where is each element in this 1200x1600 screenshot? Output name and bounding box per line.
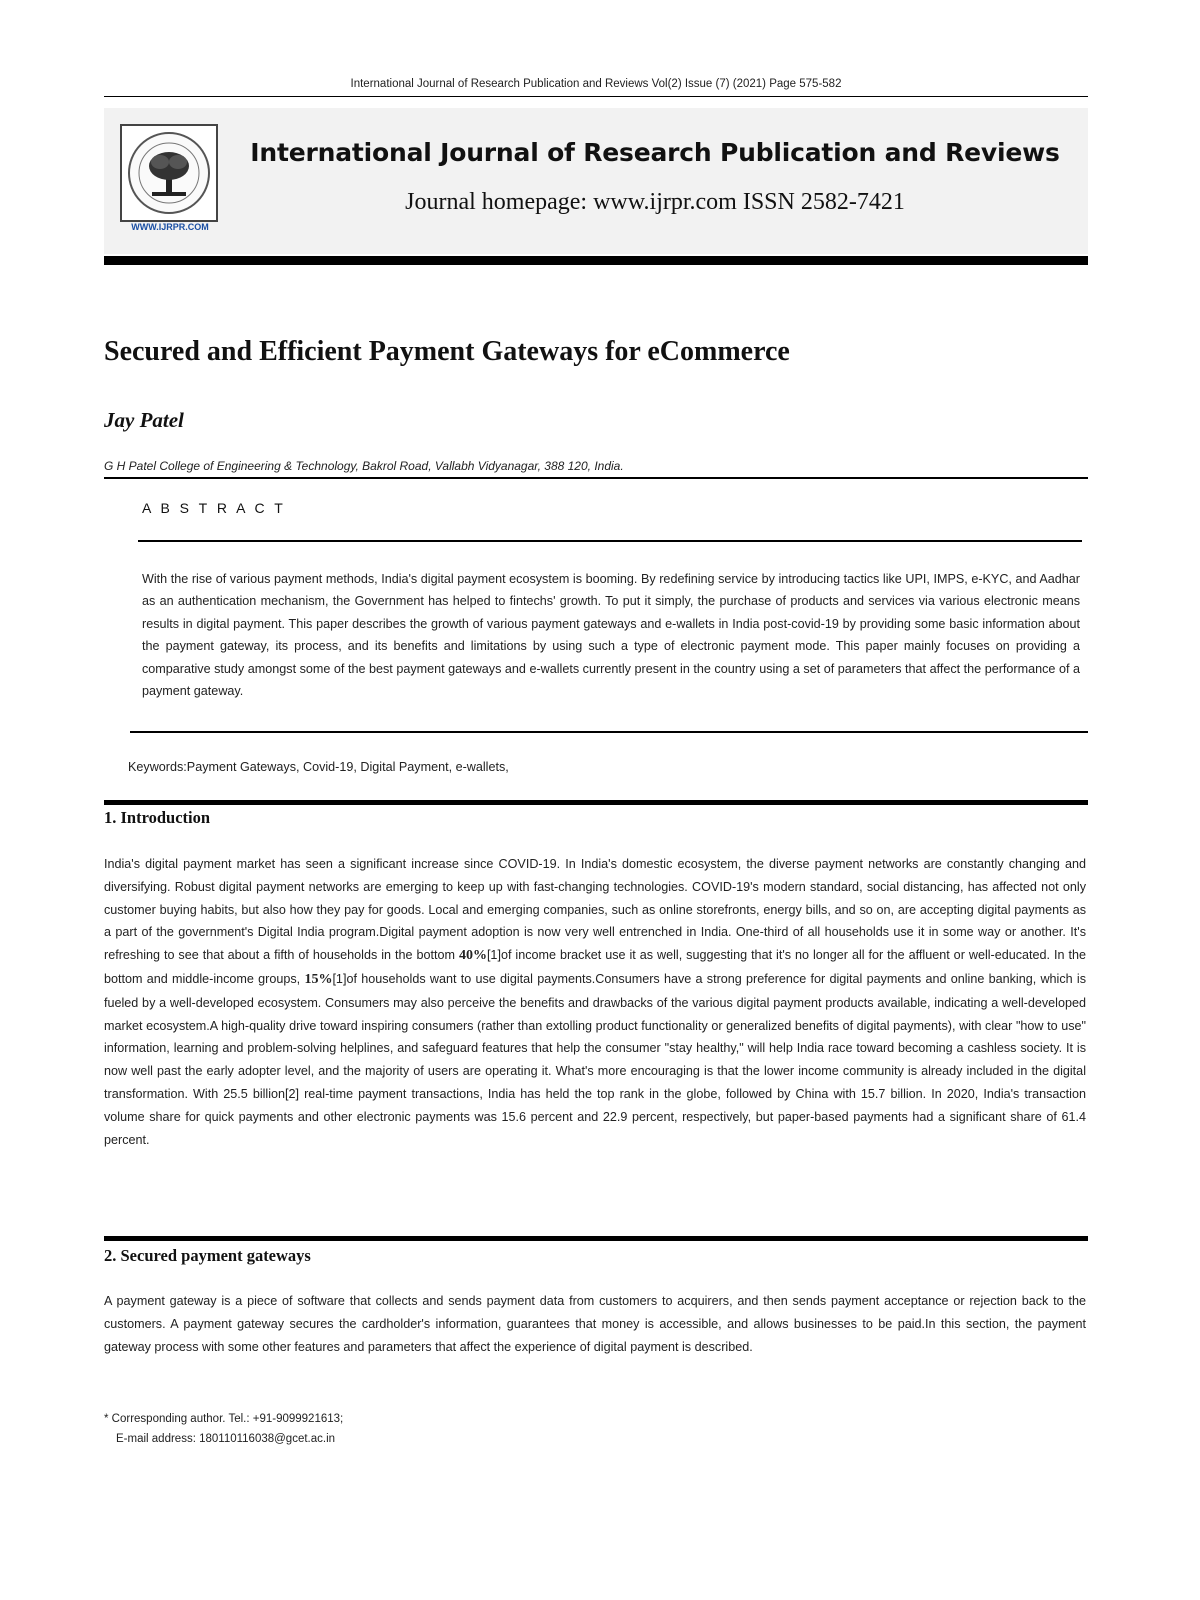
section-2-rule (104, 1236, 1088, 1241)
footnote-corresponding-author: * Corresponding author. Tel.: +91-9099921613; (104, 1413, 344, 1425)
abstract-top-rule (138, 540, 1082, 542)
section-heading-gateways: 2. Secured payment gateways (104, 1246, 311, 1265)
author-name: Jay Patel (104, 408, 184, 432)
intro-stat-15: 15% (304, 971, 333, 987)
header-rule (104, 96, 1088, 97)
footnote-email: E-mail address: 180110116038@gcet.ac.in (116, 1433, 336, 1445)
gateways-paragraph: A payment gateway is a piece of software that collects and sends payment data from customers to acquirers, and then sends payment acceptance or rejection back to the customers. A payment gateway secures the cardholder's information, guarantees that money is accessible, and allows businesses to be paid.In this section, the payment gateway process with some other features and parameters that affect the experience of digital payment is described. (104, 1294, 1086, 1354)
journal-homepage: Journal homepage: www.ijrpr.com ISSN 2582-7421 (405, 189, 905, 215)
journal-banner (104, 108, 1088, 254)
logo-seal (128, 132, 210, 214)
abstract-bottom-rule (130, 731, 1088, 733)
intro-text-part-3: [1]of households want to use digital payments.Consumers have a strong preference for digital payments and online banking, which is fueled by a well-developed ecosystem. Consumers may also perceive the benefits and drawbacks of the various digital payment products available, indicating a well-developed market ecosystem.A high-quality drive toward inspiring consumers (rather than extolling product functionality or generalized benefits of digital payments), with clear "how to use" information, learning and problem-solving helplines, and safeguard features that help the consumer "stay healthy," will help India race toward becoming a cashless society. It is now well past the early adopter level, and the majority of users are operating it. What's more encouraging is that the lower income community is already included in the digital transformation. With 25.5 billion[2] real-time payment transactions, India has held the top rank in the globe, followed by China with 15.7 billion. In 2020, India's transaction volume share for quick payments and other electronic payments was 15.6 percent and 22.9 percent, respectively, but paper-based payments had a significant share of 61.4 percent. (104, 971, 1087, 1147)
logo-caption: WWW.IJRPR.COM (131, 222, 209, 232)
banner-rule (104, 256, 1088, 265)
section-heading-introduction: 1. Introduction (104, 808, 211, 827)
keywords-rule (104, 800, 1088, 805)
journal-title: International Journal of Research Publication and Reviews (250, 138, 1060, 167)
abstract-text: With the rise of various payment methods, India's digital payment ecosystem is booming. By redefining service by introducing tactics like UPI, IMPS, e-KYC, and Aadhar as an authentication mechanism, the Government has helped to fintechs' growth. To put it simply, the purchase of products and services via various electronic means results in digital payment. This paper describes the growth of various payment gateways and e-wallets in India post-covid-19 by providing some basic information about the payment gateway, its process, and its benefits and limitations by using such a type of electronic payment mode. This paper mainly focuses on providing a comparative study amongst some of the best payment gateways and e-wallets currently present in the country using a set of parameters that affect the performance of a payment gateway. (142, 572, 1080, 699)
footnote (104, 1409, 343, 1449)
tree-icon (130, 134, 208, 212)
intro-text-part-2: [1]of income bracket use it as well, suggesting that it's no longer all for the affluent or well-educated. In the bottom and middle-income groups, (104, 948, 1086, 986)
journal-logo (120, 124, 218, 222)
running-header: International Journal of Research Publication and Reviews Vol(2) Issue (7) (2021) Page 575-582 (350, 78, 842, 90)
abstract-heading: A B S T R A C T (142, 500, 286, 516)
intro-text-part-1: India's digital payment market has seen a significant increase since COVID-19. In India's domestic ecosystem, the diverse payment networks are constantly changing and diversifying. Robust digital payment networks are emerging to keep up with fast-changing technologies. COVID-19's modern standard, social distancing, has affected not only customer buying habits, but also how they pay for goods. Local and emerging companies, such as online storefronts, energy bills, and so on, are accepting digital payments as a part of the government's Digital India program.Digital payment adoption is now very well entrenched in India. One-third of all households use it in some way or another. It's refreshing to see that about a fifth of households in the bottom (104, 857, 1086, 963)
paper-title: Secured and Efficient Payment Gateways for eCommerce (104, 336, 790, 367)
affiliation-rule (104, 477, 1088, 479)
author-affiliation: G H Patel College of Engineering & Technology, Bakrol Road, Vallabh Vidyanagar, 388 120, India. (104, 459, 624, 473)
keywords: Keywords:Payment Gateways, Covid-19, Digital Payment, e-wallets, (128, 760, 509, 774)
intro-stat-40: 40% (458, 948, 487, 964)
introduction-paragraph (104, 853, 1086, 1151)
